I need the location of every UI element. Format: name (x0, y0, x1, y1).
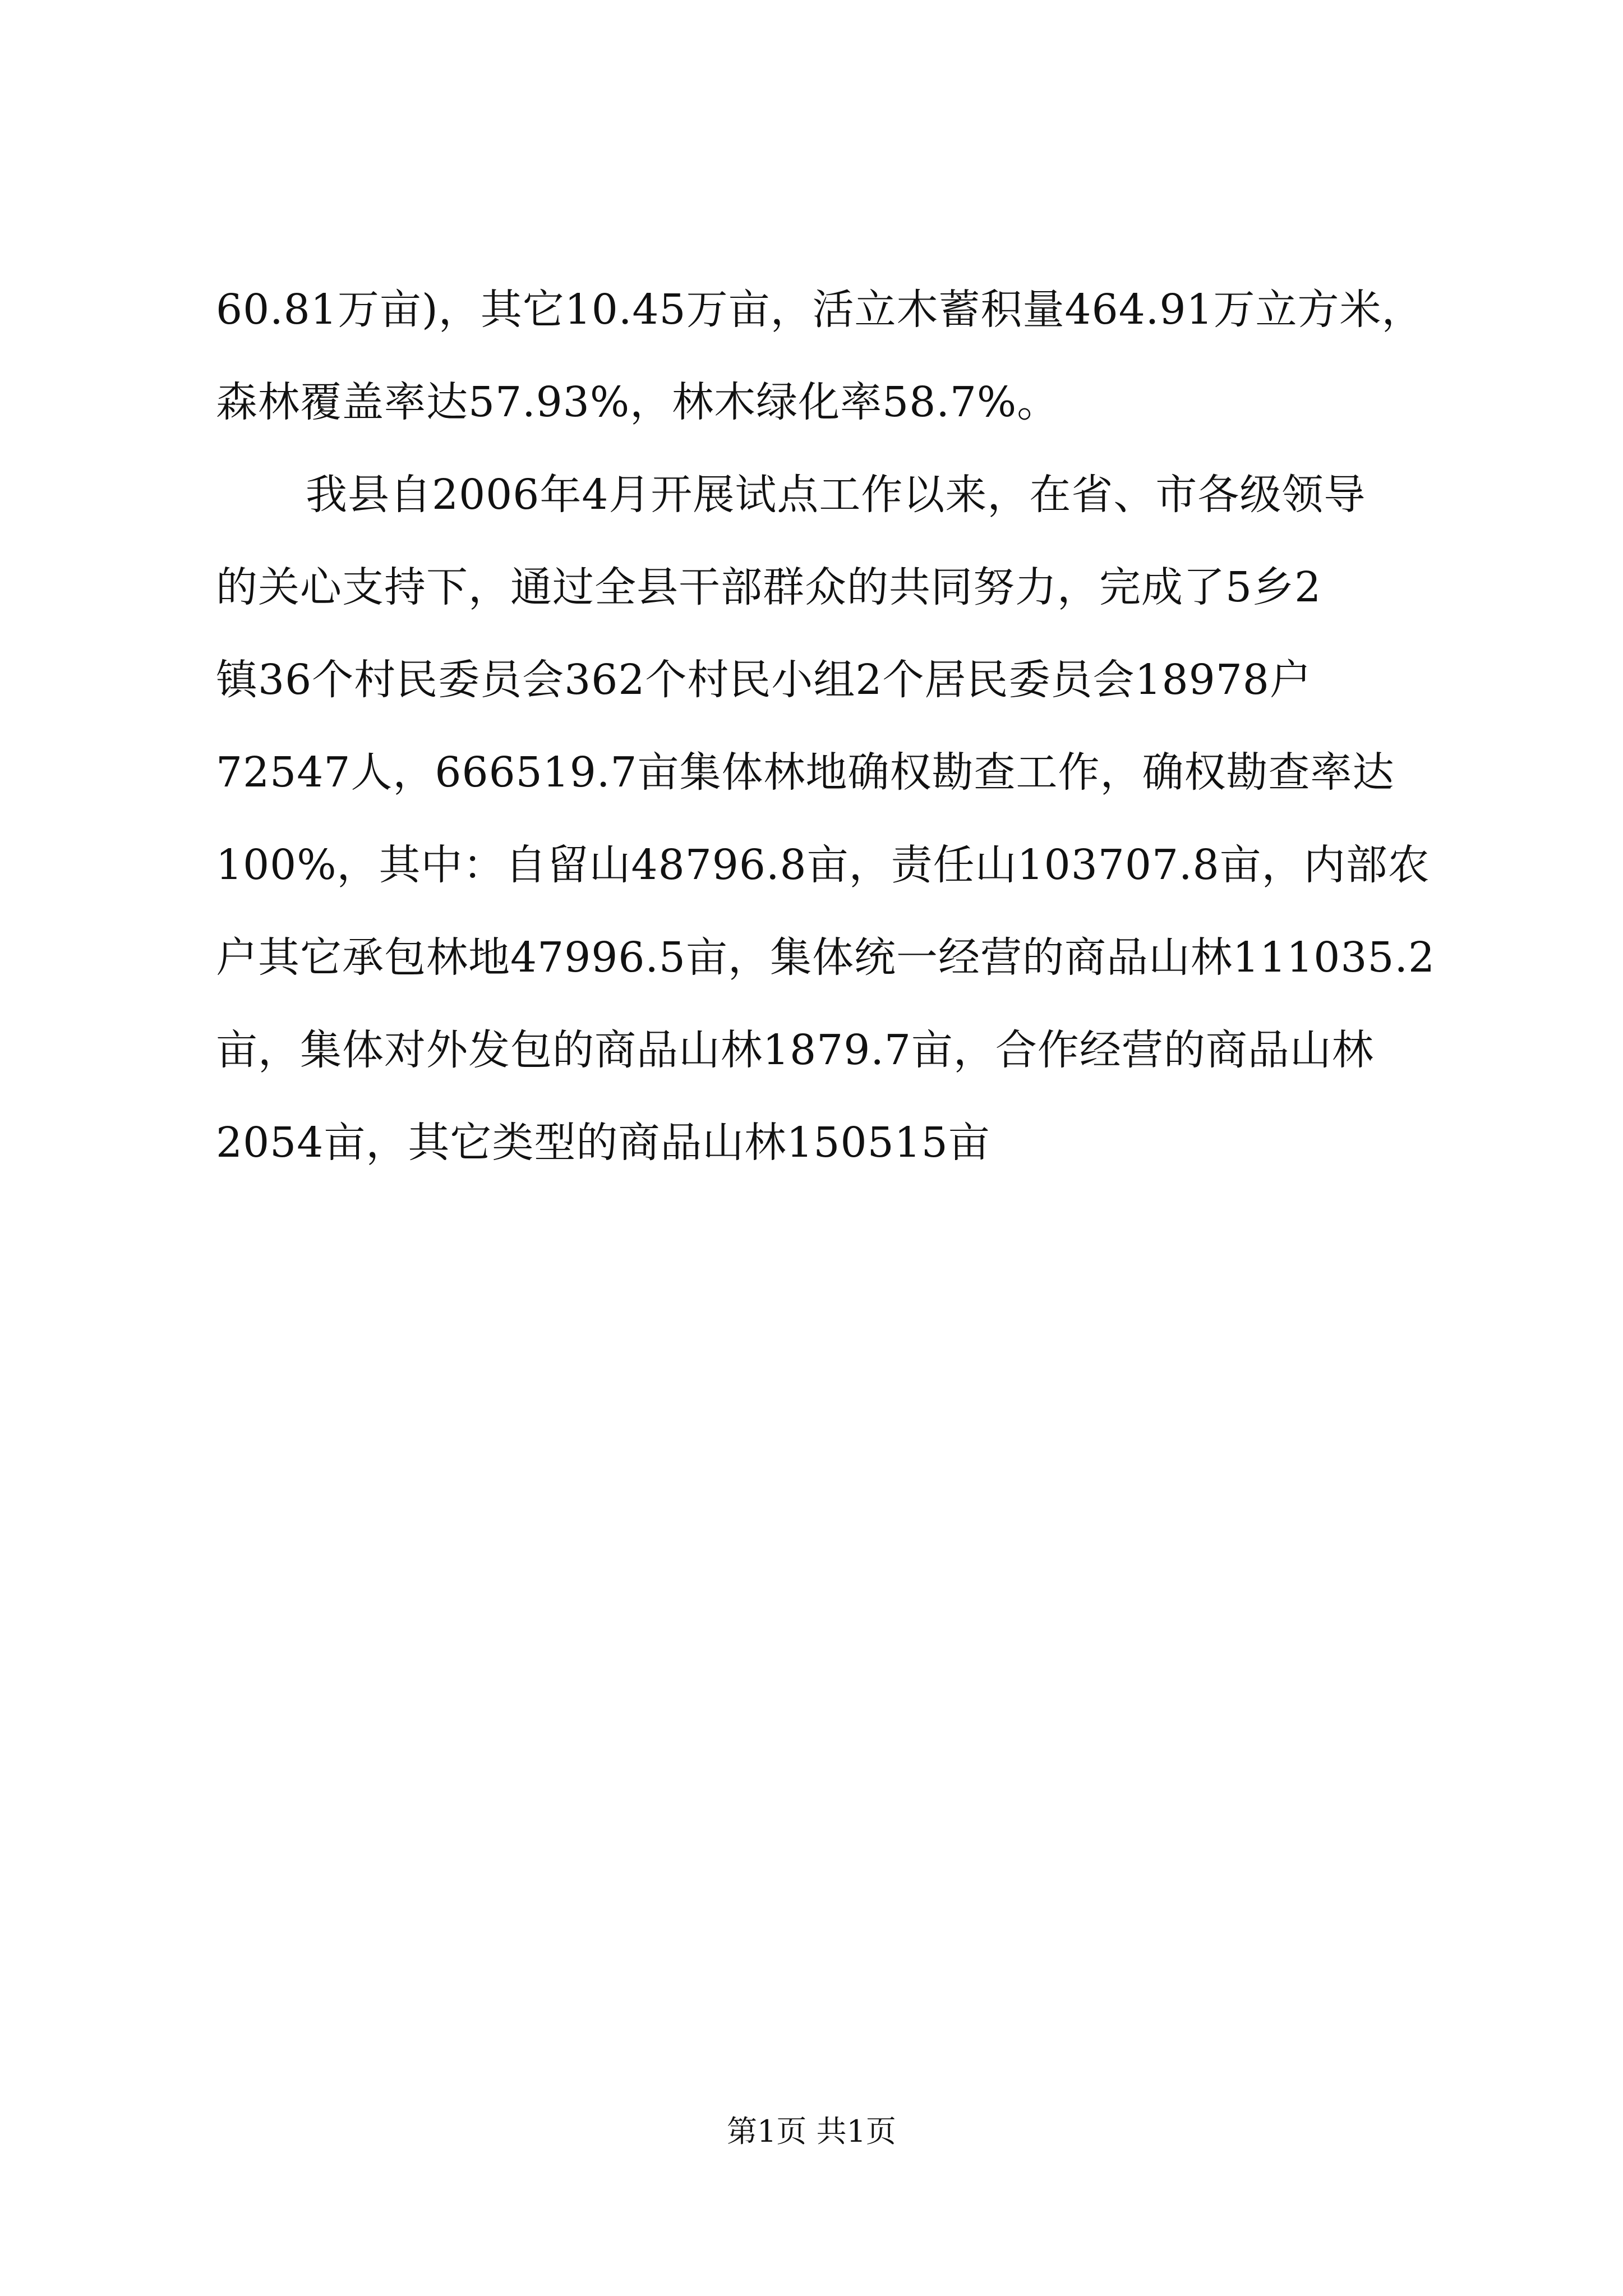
text-line: 镇36个村民委员会362个村民小组2个居民委员会18978户 (216, 656, 1312, 704)
paragraph-first-line: 我县自2006年4月开展试点工作以来，在省、市各级领导 (306, 471, 1366, 519)
text-line: 72547人，666519.7亩集体林地确权勘查工作，确权勘查率达 (216, 748, 1395, 797)
text-line: 60.81万亩)，其它10.45万亩，活立木蓄积量464.91万立方米， (216, 286, 1424, 334)
document-body (216, 264, 1472, 1189)
text-line: 100%，其中：自留山48796.8亩，责任山103707.8亩，内部农 (216, 841, 1430, 889)
text-line: 亩，集体对外发包的商品山林1879.7亩，合作经营的商品山林 (216, 1026, 1374, 1074)
text-line: 2054亩，其它类型的商品山林150515亩 (216, 1119, 990, 1167)
page-footer: 第1页 共1页 (727, 2114, 896, 2149)
text-line: 的关心支持下，通过全县干部群众的共同努力，完成了5乡2 (216, 563, 1322, 611)
text-line: 森林覆盖率达57.93%，林木绿化率58.7%。 (216, 378, 1059, 426)
text-line: 户其它承包林地47996.5亩，集体统一经营的商品山林111035.2 (216, 933, 1436, 982)
